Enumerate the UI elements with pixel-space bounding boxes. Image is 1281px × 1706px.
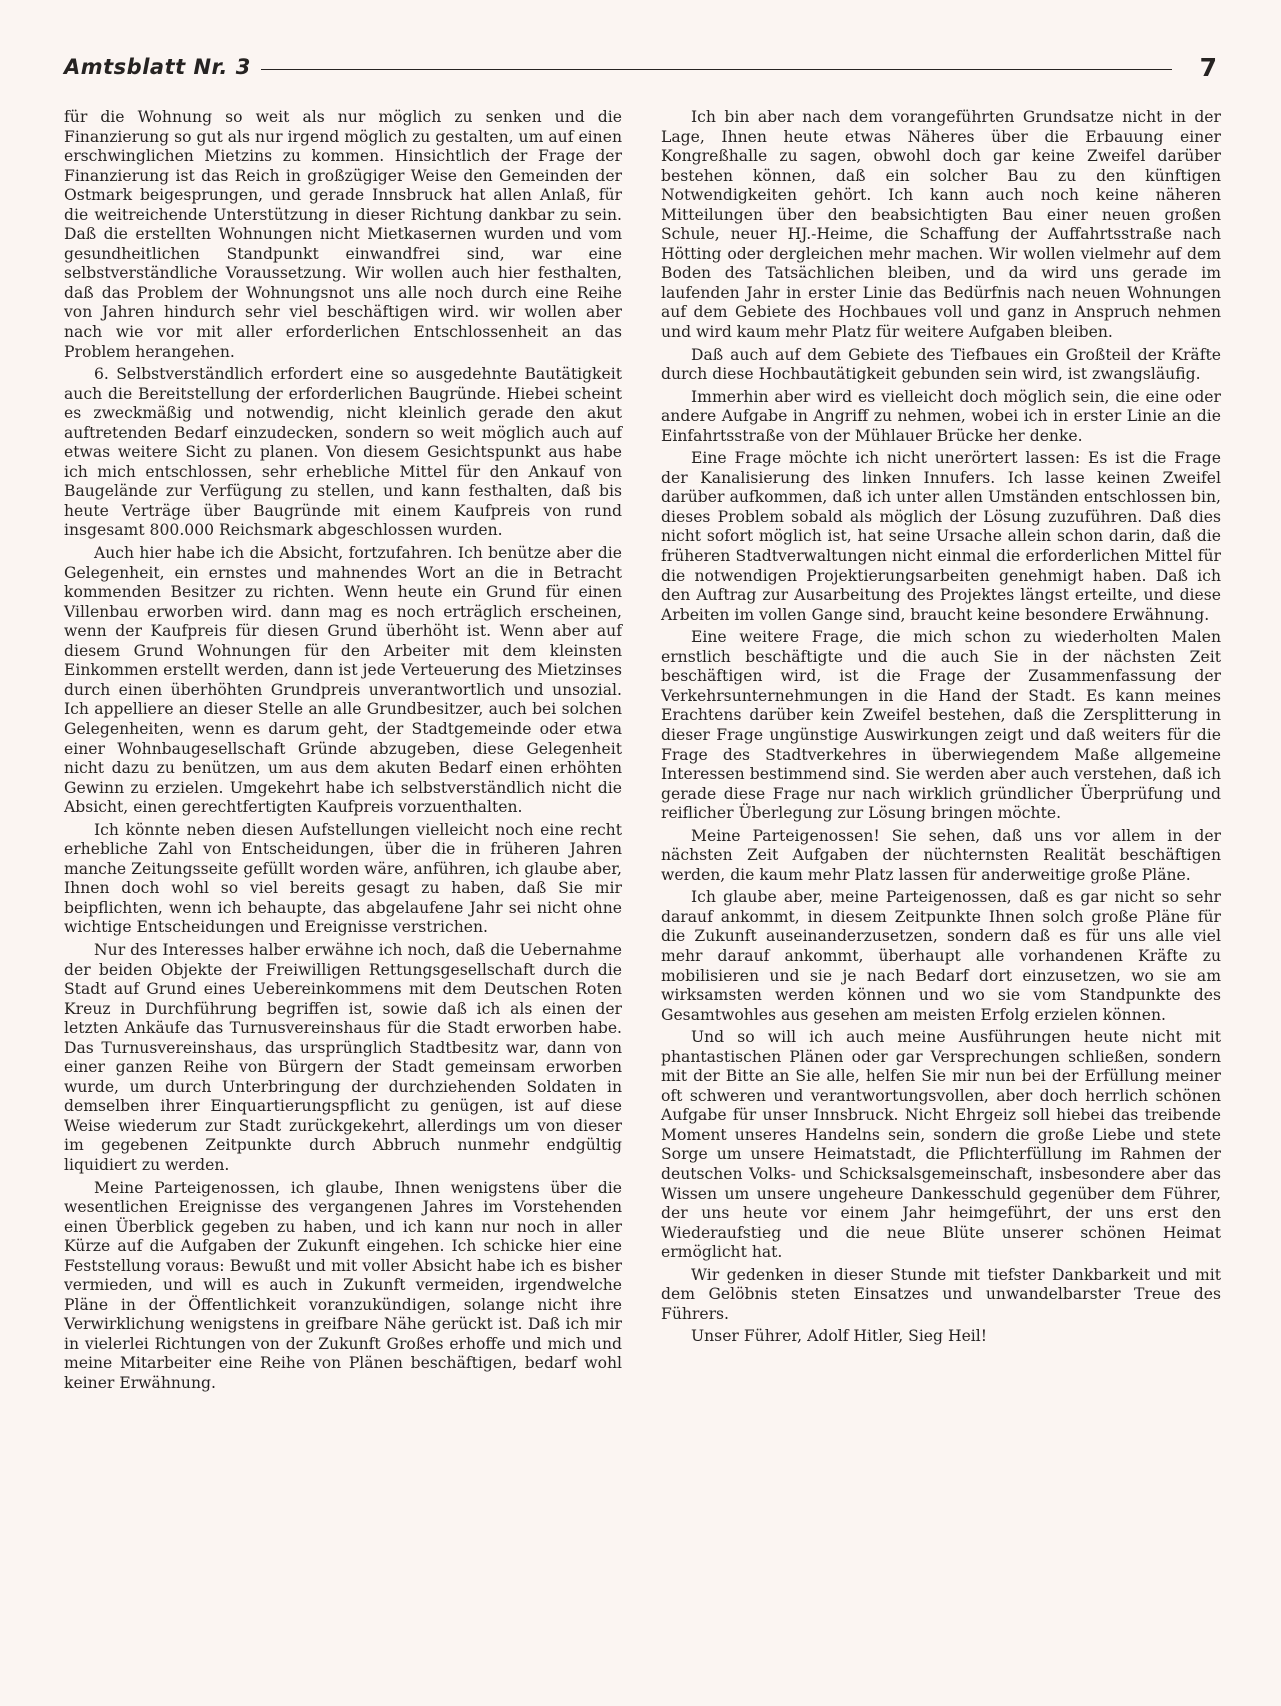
paragraph: Eine Frage möchte ich nicht unerörtert lassen: Es ist die Frage der Kanalisierung des linken Innufers. Ich lasse keinen Zweifel darüber aufkommen, daß ich unter allen Umständen entschlossen bin, dieses Problem sobald als möglich der Lösung zuzuführen. Daß dies nicht sofort möglich ist, hat seine Ursache allein schon darin, daß die früheren Stadtverwaltungen nicht einmal die erforderlichen Mittel für die notwendigen Projektierungsarbeiten genehmigt haben. Daß ich den Auftrag zur Ausarbeitung des Projektes längst erteilte, und diese Arbeiten im vollen Gange sind, braucht keine besondere Erwähnung. [661,449,1221,624]
paragraph: Ich bin aber nach dem vorangeführten Grundsatze nicht in der Lage, Ihnen heute etwas Näheres über die Erbauung einer Kongreßhalle zu sagen, obwohl doch gar keine Zweifel darüber bestehen können, daß ein solcher Bau zu den künftigen Notwendigkeiten gehört. Ich kann auch noch keine näheren Mitteilungen über den beabsichtigten Bau einer neuen großen Schule, neuer HJ.-Heime, die Schaffung der Auffahrtsstraße nach Hötting oder dergleichen mehr machen. Wir wollen vielmehr auf dem Boden des Tatsächlichen bleiben, und da wird uns gerade im laufenden Jahr in erster Linie das Bedürfnis nach neuen Wohnungen auf dem Gebiete des Hochbaues voll und ganz in Anspruch nehmen und wird kaum mehr Platz für weitere Aufgaben bleiben. [661,108,1221,342]
page-header [64,52,1221,82]
paragraph: Nur des Interesses halber erwähne ich noch, daß die Uebernahme der beiden Objekte der Freiwilligen Rettungsgesellschaft durch die Stadt auf Grund eines Uebereinkommens mit dem Deutschen Roten Kreuz in Durchführung begriffen ist, sowie daß ich als einen der letzten Ankäufe das Turnusvereinshaus für die Stadt erworben habe. Das Turnusvereinshaus, das ursprünglich Stadtbesitz war, dann von einer ganzen Reihe von Bürgern der Stadt gemeinsam erworben wurde, um durch Unterbringung der durchziehenden Soldaten in demselben ihrer Einquartierungspflicht zu genügen, ist auf diese Weise wiederum zur Stadt zurückgekehrt, allerdings um von dieser im gegebenen Zeitpunkte durch Abbruch nunmehr endgültig liquidiert zu werden. [64,940,622,1174]
paragraph: für die Wohnung so weit als nur möglich zu senken und die Finanzierung so gut als nur irgend möglich zu gestalten, um auf einen erschwinglichen Mietzins zu kommen. Hinsichtlich der Frage der Finanzierung ist das Reich in großzügiger Weise den Gemeinden der Ostmark beigesprungen, und gerade Innsbruck hat allen Anlaß, für die weitreichende Unterstützung in dieser Richtung dankbar zu sein. Daß die erstellten Wohnungen nicht Mietkasernen wurden und vom gesundheitlichen Standpunkt einwandfrei sind, war eine selbstverständliche Voraussetzung. Wir wollen auch hier festhalten, daß das Problem der Wohnungsnot uns alle noch durch eine Reihe von Jahren hindurch sehr viel beschäftigen wird. wir wollen aber nach wie vor mit aller erforderlichen Entschlossenheit an das Problem herangehen. [64,108,622,361]
paragraph: 6. Selbstverständlich erfordert eine so ausgedehnte Bautätigkeit auch die Bereitstellung der erforderlichen Baugründe. Hiebei scheint es zweckmäßig und notwendig, nicht kleinlich gerade den akut auftretenden Bedarf einzudecken, sondern so weit möglich auch auf etwas weitere Sicht zu planen. Von diesem Gesichtspunkt aus habe ich mich entschlossen, sehr erhebliche Mittel für den Ankauf von Baugelände zur Verfügung zu stellen, und kann festhalten, daß bis heute Verträge über Baugründe mit einem Kaufpreis von rund insgesamt 800.000 Reichsmark abgeschlossen wurden. [64,365,622,540]
paragraph: Meine Parteigenossen! Sie sehen, daß uns vor allem in der nächsten Zeit Aufgaben der nüchternsten Realität beschäftigen werden, die kaum mehr Platz lassen für anderweitige große Pläne. [661,826,1221,884]
page-number: 7 [1199,52,1217,82]
header-rule [261,69,1172,70]
paragraph: Auch hier habe ich die Absicht, fortzufahren. Ich benütze aber die Gelegenheit, ein ernstes und mahnendes Wort an die in Betracht kommenden Besitzer zu richten. Wenn heute ein Grund für einen Villenbau erworben wird. dann mag es noch erträglich erscheinen, wenn der Kaufpreis für diesen Grund überhöht ist. Wenn aber auf diesem Grund Wohnungen für den Arbeiter mit dem kleinsten Einkommen erstellt werden, dann ist jede Verteuerung des Mietzinses durch einen überhöhten Grundpreis unverantwortlich und unsozial. Ich appelliere an dieser Stelle an alle Grundbesitzer, auch bei solchen Gelegenheiten, wenn es darum geht, der Stadtgemeinde oder etwa einer Wohnbaugesellschaft Gründe abzugeben, diese Gelegenheit nicht dazu zu benützen, um aus dem akuten Bedarf einen erhöhten Gewinn zu erzielen. Umgekehrt habe ich selbstverständlich nicht die Absicht, einen gerechtfertigten Kaufpreis vorzuenthalten. [64,544,622,817]
paragraph: Meine Parteigenossen, ich glaube, Ihnen wenigstens über die wesentlichen Ereignisse des vergangenen Jahres im Vorstehenden einen Überblick gegeben zu haben, und ich kann nur noch in aller Kürze auf die Aufgaben der Zukunft eingehen. Ich schicke hier eine Feststellung voraus: Bewußt und mit voller Absicht habe ich es bisher vermieden, und will es auch in Zukunft vermeiden, irgendwelche Pläne in der Öffentlichkeit voranzukündigen, solange nicht ihre Verwirklichung wenigstens in greifbare Nähe gerückt ist. Daß ich mir in vielerlei Richtungen von der Zukunft Großes erhoffe und mich und meine Mitarbeiter eine Reihe von Plänen beschäftigen, bedarf wohl keiner Erwähnung. [64,1178,622,1392]
closing-line: Unser Führer, Adolf Hitler, Sieg Heil! [691,1327,988,1346]
paragraph: Wir gedenken in dieser Stunde mit tiefster Dankbarkeit und mit dem Gelöbnis steten Einsatzes und unwandelbarster Treue des Führers. [661,1265,1221,1323]
paragraph: Eine weitere Frage, die mich schon zu wiederholten Malen ernstlich beschäftigte und die auch Sie in der nächsten Zeit beschäftigen wird, ist die Frage der Zusammenfassung der Verkehrsunternehmungen in die Hand der Stadt. Es kann meines Erachtens darüber kein Zweifel bestehen, daß die Zersplitterung in dieser Frage ungünstige Auswirkungen zeigt und daß weiters für die Frage des Stadtverkehres in überwiegendem Maße allgemeine Interessen bestimmend sind. Sie werden aber auch verstehen, daß ich gerade diese Frage nur nach wirklich gründlicher Überprüfung und reiflicher Überlegung zur Lösung bringen möchte. [661,628,1221,823]
right-column [661,108,1221,1397]
paragraph: Und so will ich auch meine Ausführungen heute nicht mit phantastischen Plänen oder gar Versprechungen schließen, sondern mit der Bitte an Sie alle, helfen Sie mir nun bei der Erfüllung meiner oft schweren und verantwortungsvollen, aber doch herrlich schönen Aufgabe für unser Innsbruck. Nicht Ehrgeiz soll hiebei das treibende Moment unseres Handelns sein, sondern die große Liebe und stete Sorge um unsere Heimatstadt, die Pflichterfüllung im Rahmen der deutschen Volks- und Schicksalsgemeinschaft, insbesondere aber das Wissen um unsere ungeheure Dankesschuld gegenüber dem Führer, der uns heute vor einem Jahr heimgeführt, der uns erst den Wiederaufstieg und die neue Blüte unserer schönen Heimat ermöglicht hat. [661,1028,1221,1262]
left-column [64,108,622,1397]
paragraph: Ich könnte neben diesen Aufstellungen vielleicht noch eine recht erhebliche Zahl von Entscheidungen, über die in früheren Jahren manche Zeitungsseite gefüllt worden wäre, anführen, ich glaube aber, Ihnen doch wohl so viel bereits gesagt zu haben, daß Sie mir beipflichten, wenn ich behaupte, das abgelaufene Jahr sei nicht ohne wichtige Entscheidungen und Ereignisse verstrichen. [64,820,622,937]
paragraph: Ich glaube aber, meine Parteigenossen, daß es gar nicht so sehr darauf ankommt, in diesem Zeitpunkte Ihnen solch große Pläne für die Zukunft auseinanderzusetzen, sondern daß es für uns alle viel mehr darauf ankommt, überhaupt alle vorhandenen Kräfte zu mobilisieren und sie je nach Bedarf dort einzusetzen, wo sie am wirksamsten werden können und wo sie vom Standpunkte des Gesamtwohles aus gesehen am meisten Erfolg erzielen können. [661,888,1221,1024]
paragraph: Immerhin aber wird es vielleicht doch möglich sein, die eine oder andere Aufgabe in Angriff zu nehmen, wobei ich in erster Linie an die Einfahrtsstraße von der Mühlauer Brücke her denke. [661,387,1221,445]
text-columns [64,108,1221,1397]
paragraph: Daß auch auf dem Gebiete des Tiefbaues ein Großteil der Kräfte durch diese Hochbautätigkeit gebunden sein wird, ist zwangsläufig. [661,345,1221,384]
publication-title: Amtsblatt Nr. 3 [64,55,251,79]
